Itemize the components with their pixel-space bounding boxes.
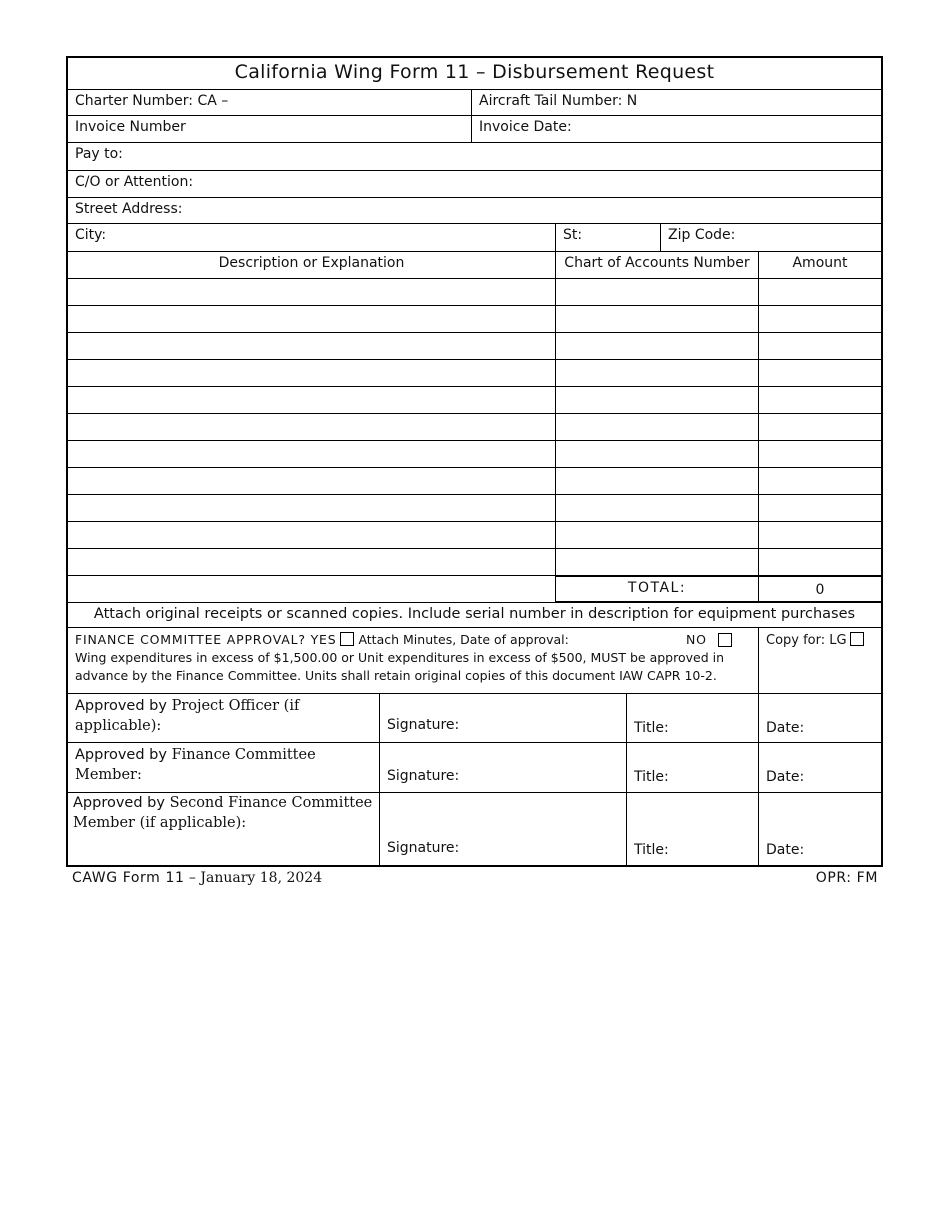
signature-label: Signature:	[387, 840, 460, 856]
charter-number-field[interactable]: Charter Number: CA –	[75, 93, 229, 109]
amount-cell[interactable]	[758, 360, 881, 386]
approver-role: Project Officer (if	[171, 698, 300, 714]
attach-note-row	[68, 602, 881, 627]
invoice-date-field[interactable]: Invoice Date:	[471, 116, 881, 142]
description-cell[interactable]	[68, 387, 555, 413]
approver-role: Second Finance Committee	[169, 795, 373, 811]
copy-for-block	[758, 628, 881, 693]
account-number-header: Chart of Accounts Number	[555, 252, 758, 278]
street-row	[68, 197, 881, 223]
title-field[interactable]	[626, 793, 758, 865]
form-title-row	[68, 58, 881, 89]
amount-cell[interactable]	[758, 468, 881, 494]
description-cell[interactable]	[68, 495, 555, 521]
amount-cell[interactable]	[758, 387, 881, 413]
account-number-cell[interactable]	[555, 468, 758, 494]
pay-to-field[interactable]: Pay to:	[75, 146, 123, 162]
approver-role-line-2: Member:	[75, 767, 142, 783]
city-field[interactable]: City:	[75, 227, 107, 243]
amount-cell[interactable]	[758, 279, 881, 305]
line-item-row	[68, 359, 881, 386]
line-items-header	[68, 251, 881, 278]
description-cell[interactable]	[68, 441, 555, 467]
line-item-row	[68, 467, 881, 494]
street-address-field[interactable]: Street Address:	[75, 201, 183, 217]
line-item-row	[68, 440, 881, 467]
amount-cell[interactable]	[758, 333, 881, 359]
approval-row-finance-member	[68, 742, 881, 792]
approval-row-second-finance-member	[68, 792, 881, 865]
total-spacer	[68, 576, 555, 602]
pay-to-row	[68, 142, 881, 170]
date-label: Date:	[766, 769, 805, 785]
invoice-number-field[interactable]: Invoice Number	[75, 119, 186, 135]
line-item-row	[68, 521, 881, 548]
account-number-cell[interactable]	[555, 495, 758, 521]
disbursement-form	[66, 56, 883, 867]
date-field[interactable]	[758, 743, 881, 792]
approval-yes-checkbox[interactable]	[340, 632, 354, 646]
amount-cell[interactable]	[758, 549, 881, 575]
description-cell[interactable]	[68, 306, 555, 332]
approver-label	[68, 793, 379, 865]
date-label: Date:	[766, 720, 805, 736]
approval-no-label: NO	[686, 632, 707, 647]
account-number-cell[interactable]	[555, 441, 758, 467]
attention-row	[68, 170, 881, 197]
approver-role-line-2: Member (if applicable):	[73, 815, 247, 831]
form-date: – January 18, 2024	[188, 870, 323, 886]
approved-by-prefix: Approved by	[75, 698, 172, 714]
signature-label: Signature:	[387, 717, 460, 733]
account-number-cell[interactable]	[555, 360, 758, 386]
line-item-row	[68, 494, 881, 521]
line-item-row	[68, 332, 881, 359]
line-item-row	[68, 413, 881, 440]
amount-cell[interactable]	[758, 414, 881, 440]
state-field[interactable]: St:	[555, 224, 660, 251]
copy-for-label: Copy for: LG	[766, 633, 847, 648]
amount-cell[interactable]	[758, 522, 881, 548]
approver-role-line-2: applicable):	[75, 718, 162, 734]
title-label: Title:	[634, 842, 669, 858]
account-number-cell[interactable]	[555, 306, 758, 332]
total-amount: 0	[758, 576, 881, 602]
line-item-row	[68, 548, 881, 575]
signature-label: Signature:	[387, 768, 460, 784]
signature-field[interactable]	[379, 694, 626, 742]
finance-approval-row	[68, 627, 881, 693]
date-field[interactable]	[758, 694, 881, 742]
description-cell[interactable]	[68, 333, 555, 359]
date-label: Date:	[766, 842, 805, 858]
amount-cell[interactable]	[758, 306, 881, 332]
total-row	[68, 575, 881, 602]
description-cell[interactable]	[68, 414, 555, 440]
line-item-row	[68, 386, 881, 413]
approver-label	[68, 694, 379, 742]
description-cell[interactable]	[68, 360, 555, 386]
approver-role: Finance Committee	[171, 747, 316, 763]
title-label: Title:	[634, 720, 669, 736]
invoice-row	[68, 115, 881, 142]
city-row	[68, 223, 881, 251]
title-field[interactable]	[626, 694, 758, 742]
description-cell[interactable]	[68, 279, 555, 305]
description-header: Description or Explanation	[218, 255, 405, 271]
approved-by-prefix: Approved by	[73, 795, 170, 811]
description-cell[interactable]	[68, 522, 555, 548]
approval-no-checkbox[interactable]	[718, 633, 732, 647]
attach-note: Attach original receipts or scanned copies. Include serial number in description for equipment purchases	[93, 606, 856, 622]
form-footer-id	[72, 870, 322, 886]
zip-code-field[interactable]: Zip Code:	[660, 224, 881, 251]
title-field[interactable]	[626, 743, 758, 792]
account-number-cell[interactable]	[555, 549, 758, 575]
signature-field[interactable]	[379, 793, 626, 865]
finance-approval-block	[68, 628, 758, 693]
approval-rule-line-1: Wing expenditures in excess of $1,500.00 or Unit expenditures in excess of $500, MUST be approved in	[75, 650, 724, 665]
charter-row	[68, 89, 881, 115]
amount-cell[interactable]	[758, 495, 881, 521]
amount-header: Amount	[758, 252, 881, 278]
approved-by-prefix: Approved by	[75, 747, 172, 763]
approval-row-project-officer	[68, 693, 881, 742]
account-number-cell[interactable]	[555, 279, 758, 305]
opr-code: OPR: FM	[815, 870, 878, 886]
account-number-cell[interactable]	[555, 387, 758, 413]
signature-field[interactable]	[379, 743, 626, 792]
description-cell[interactable]	[68, 549, 555, 575]
aircraft-tail-field[interactable]: Aircraft Tail Number: N	[471, 90, 881, 115]
description-cell[interactable]	[68, 468, 555, 494]
finance-approval-label: FINANCE COMMITTEE APPROVAL? YES	[75, 632, 337, 647]
total-label: TOTAL:	[555, 576, 758, 602]
account-number-cell[interactable]	[555, 414, 758, 440]
line-item-row	[68, 278, 881, 305]
form-id: CAWG Form 11	[72, 870, 185, 886]
approver-label	[68, 743, 379, 792]
approval-rule-line-2: advance by the Finance Committee. Units shall retain original copies of this document IAW CAPR 10-2.	[75, 668, 717, 683]
title-label: Title:	[634, 769, 669, 785]
copy-for-lg-checkbox[interactable]	[850, 632, 864, 646]
account-number-cell[interactable]	[555, 333, 758, 359]
attention-field[interactable]: C/O or Attention:	[75, 174, 194, 190]
date-field[interactable]	[758, 793, 881, 865]
line-item-row	[68, 305, 881, 332]
amount-cell[interactable]	[758, 441, 881, 467]
form-title: California Wing Form 11 – Disbursement Request	[234, 61, 715, 83]
account-number-cell[interactable]	[555, 522, 758, 548]
attach-minutes-label: Attach Minutes, Date of approval:	[358, 632, 569, 647]
